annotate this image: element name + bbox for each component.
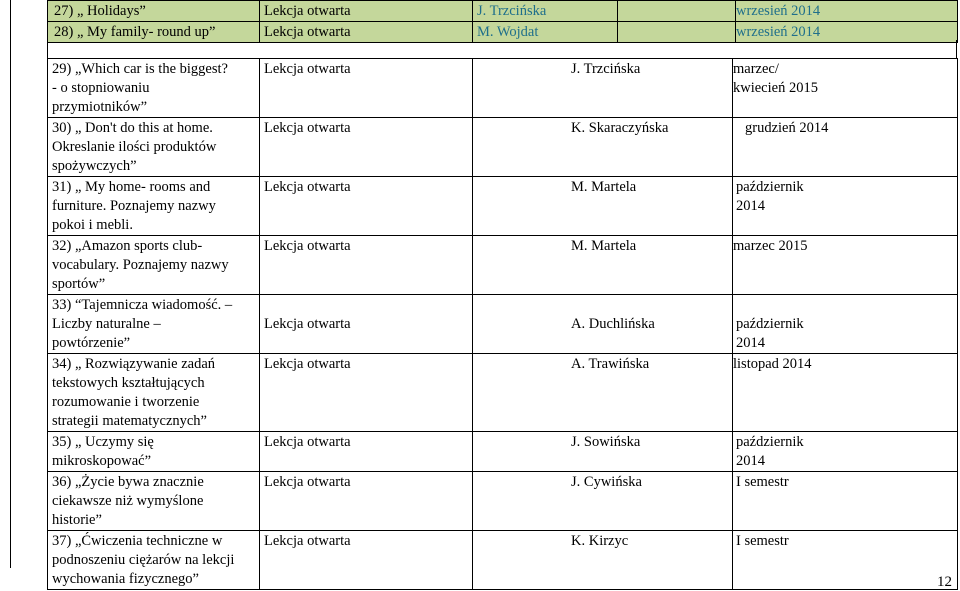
teacher-cell: J. Trzcińska [473, 59, 733, 118]
type-cell: Lekcja otwarta [260, 236, 473, 295]
date-cell: grudzień 2014 [733, 118, 958, 177]
table-row [48, 472, 958, 531]
title-cell: 31) „ My home- rooms and furniture. Poznajemy nazwy pokoi i mebli. [48, 177, 260, 236]
teacher-cell: J. Trzcińska [473, 1, 618, 22]
title-cell: 28) „ My family- round up” [48, 22, 260, 43]
date-cell: marzec 2015 [733, 236, 958, 295]
teacher-cell: A. Trawińska [473, 354, 733, 432]
date-cell: marzec/ kwiecień 2015 [733, 59, 958, 118]
title-cell: 34) „ Rozwiązywanie zadań tekstowych kształtujących rozumowanie i tworzenie strategii matematycznych” [48, 354, 260, 432]
date-cell: I semestr [733, 531, 958, 590]
page-number: 12 [937, 574, 952, 590]
table-row [48, 118, 958, 177]
table-row [48, 1, 958, 22]
date-cell: wrzesień 2014 [736, 1, 958, 22]
table-row [48, 177, 958, 236]
title-cell: 29) „Which car is the biggest? - o stopniowaniu przymiotników” [48, 59, 260, 118]
type-cell: Lekcja otwarta [260, 22, 473, 43]
title-cell: 33) “Tajemnicza wiadomość. – Liczby naturalne – powtórzenie” [48, 295, 260, 354]
table-row [48, 432, 958, 472]
title-cell: 35) „ Uczymy się mikroskopować” [48, 432, 260, 472]
title-cell: 32) „Amazon sports club- vocabulary. Poznajemy nazwy sportów” [48, 236, 260, 295]
table-row [48, 59, 958, 118]
type-cell: Lekcja otwarta [260, 472, 473, 531]
date-cell: listopad 2014 [733, 354, 958, 432]
table-row [48, 531, 958, 590]
table-row [48, 295, 958, 354]
teacher-cell: A. Duchlińska [473, 295, 733, 354]
table-row [48, 354, 958, 432]
teacher-cell: J. Cywińska [473, 472, 733, 531]
teacher-cell: J. Sowińska [473, 432, 733, 472]
date-cell: I semestr [733, 472, 958, 531]
date-cell: październik 2014 [733, 432, 958, 472]
type-cell: Lekcja otwarta [260, 354, 473, 432]
title-cell: 37) „Ćwiczenia techniczne w podnoszeniu ciężarów na lekcji wychowania fizycznego” [48, 531, 260, 590]
title-cell: 30) „ Don't do this at home. Okreslanie ilości produktów spożywczych” [48, 118, 260, 177]
main-table [47, 58, 958, 590]
teacher-cell: K. Skaraczyńska [473, 118, 733, 177]
table-row [48, 236, 958, 295]
margin-rule [10, 0, 11, 568]
date-cell: październik 2014 [733, 177, 958, 236]
type-cell: Lekcja otwarta [260, 1, 473, 22]
teacher-cell: K. Kirzyc [473, 531, 733, 590]
table-gap [47, 40, 957, 58]
spacer-cell [618, 1, 736, 22]
top-table [47, 0, 958, 43]
date-cell: wrzesień 2014 [736, 22, 958, 43]
teacher-cell: M. Wojdat [473, 22, 618, 43]
type-cell: Lekcja otwarta [260, 432, 473, 472]
type-cell: Lekcja otwarta [260, 118, 473, 177]
teacher-cell: M. Martela [473, 177, 733, 236]
type-cell: Lekcja otwarta [260, 531, 473, 590]
type-cell: Lekcja otwarta [260, 59, 473, 118]
date-cell: październik 2014 [733, 295, 958, 354]
type-cell: Lekcja otwarta [260, 177, 473, 236]
teacher-cell: M. Martela [473, 236, 733, 295]
type-cell: Lekcja otwarta [260, 295, 473, 354]
title-cell: 36) „Życie bywa znacznie ciekawsze niż wymyślone historie” [48, 472, 260, 531]
title-cell: 27) „ Holidays” [48, 1, 260, 22]
